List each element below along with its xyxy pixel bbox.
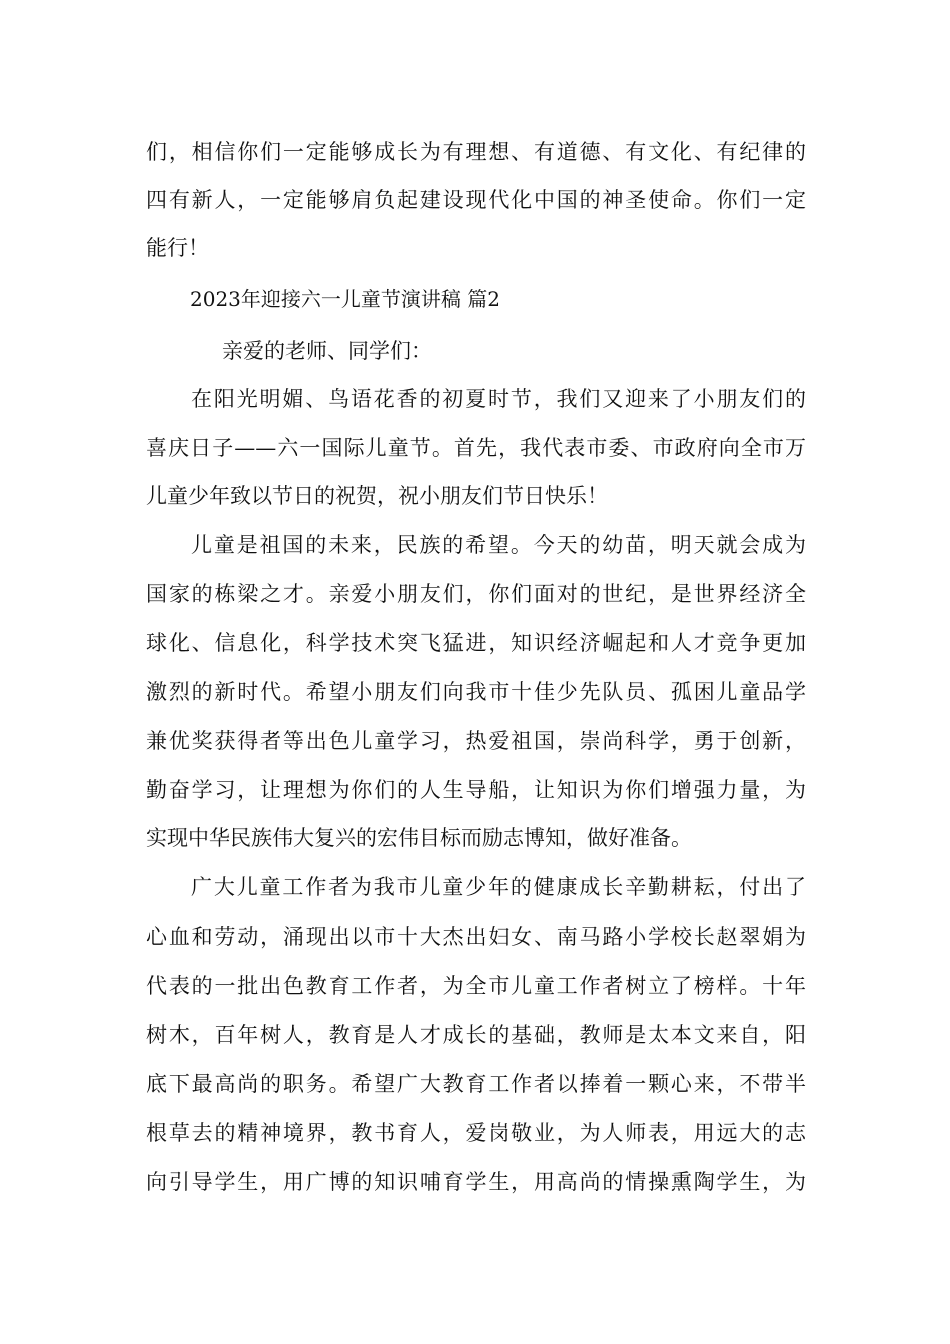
text-line: 激烈的新时代。希望小朋友们向我市十佳少先队员、孤困儿童品学	[146, 680, 806, 704]
text-line: 实现中华民族伟大复兴的宏伟目标而励志博知，做好准备。	[146, 826, 692, 850]
text-line: 们，相信你们一定能够成长为有理想、有道德、有文化、有纪律的	[146, 140, 806, 164]
paragraph-first-line: 在阳光明媚、鸟语花香的初夏时节，我们又迎来了小朋友们的	[191, 387, 806, 411]
text-line: 喜庆日子——六一国际儿童节。首先，我代表市委、市政府向全市万	[146, 436, 806, 460]
text-line: 国家的栋梁之才。亲爱小朋友们，你们面对的世纪，是世界经济全	[146, 582, 806, 606]
section-heading: 2023年迎接六一儿童节演讲稿 篇2	[190, 287, 500, 311]
text-line: 儿童少年致以节日的祝贺，祝小朋友们节日快乐！	[146, 484, 608, 508]
paragraph-first-line: 广大儿童工作者为我市儿童少年的健康成长辛勤耕耘，付出了	[191, 875, 806, 899]
text-line: 球化、信息化，科学技术突飞猛进，知识经济崛起和人才竞争更加	[146, 631, 806, 655]
text-line: 底下最高尚的职务。希望广大教育工作者以捧着一颗心来，不带半	[146, 1072, 806, 1096]
text-line: 心血和劳动，涌现出以市十大杰出妇女、南马路小学校长赵翠娟为	[146, 925, 806, 949]
greeting-line: 亲爱的老师、同学们：	[222, 339, 432, 363]
text-line: 兼优奖获得者等出色儿童学习，热爱祖国，崇尚科学，勇于创新，	[146, 729, 806, 753]
text-line: 树木，百年树人，教育是人才成长的基础，教师是太本文来自，阳	[146, 1023, 806, 1047]
text-line: 勤奋学习，让理想为你们的人生导船，让知识为你们增强力量，为	[146, 778, 806, 802]
text-line: 能行！	[146, 236, 209, 260]
text-line: 根草去的精神境界，教书育人，爱岗敬业，为人师表，用远大的志	[146, 1121, 806, 1145]
text-line: 向引导学生，用广博的知识哺育学生，用高尚的情操熏陶学生，为	[146, 1170, 806, 1194]
text-line: 代表的一批出色教育工作者，为全市儿童工作者树立了榜样。十年	[146, 974, 806, 998]
text-line: 四有新人，一定能够肩负起建设现代化中国的神圣使命。你们一定	[146, 188, 806, 212]
paragraph-first-line: 儿童是祖国的未来，民族的希望。今天的幼苗，明天就会成为	[191, 533, 806, 557]
